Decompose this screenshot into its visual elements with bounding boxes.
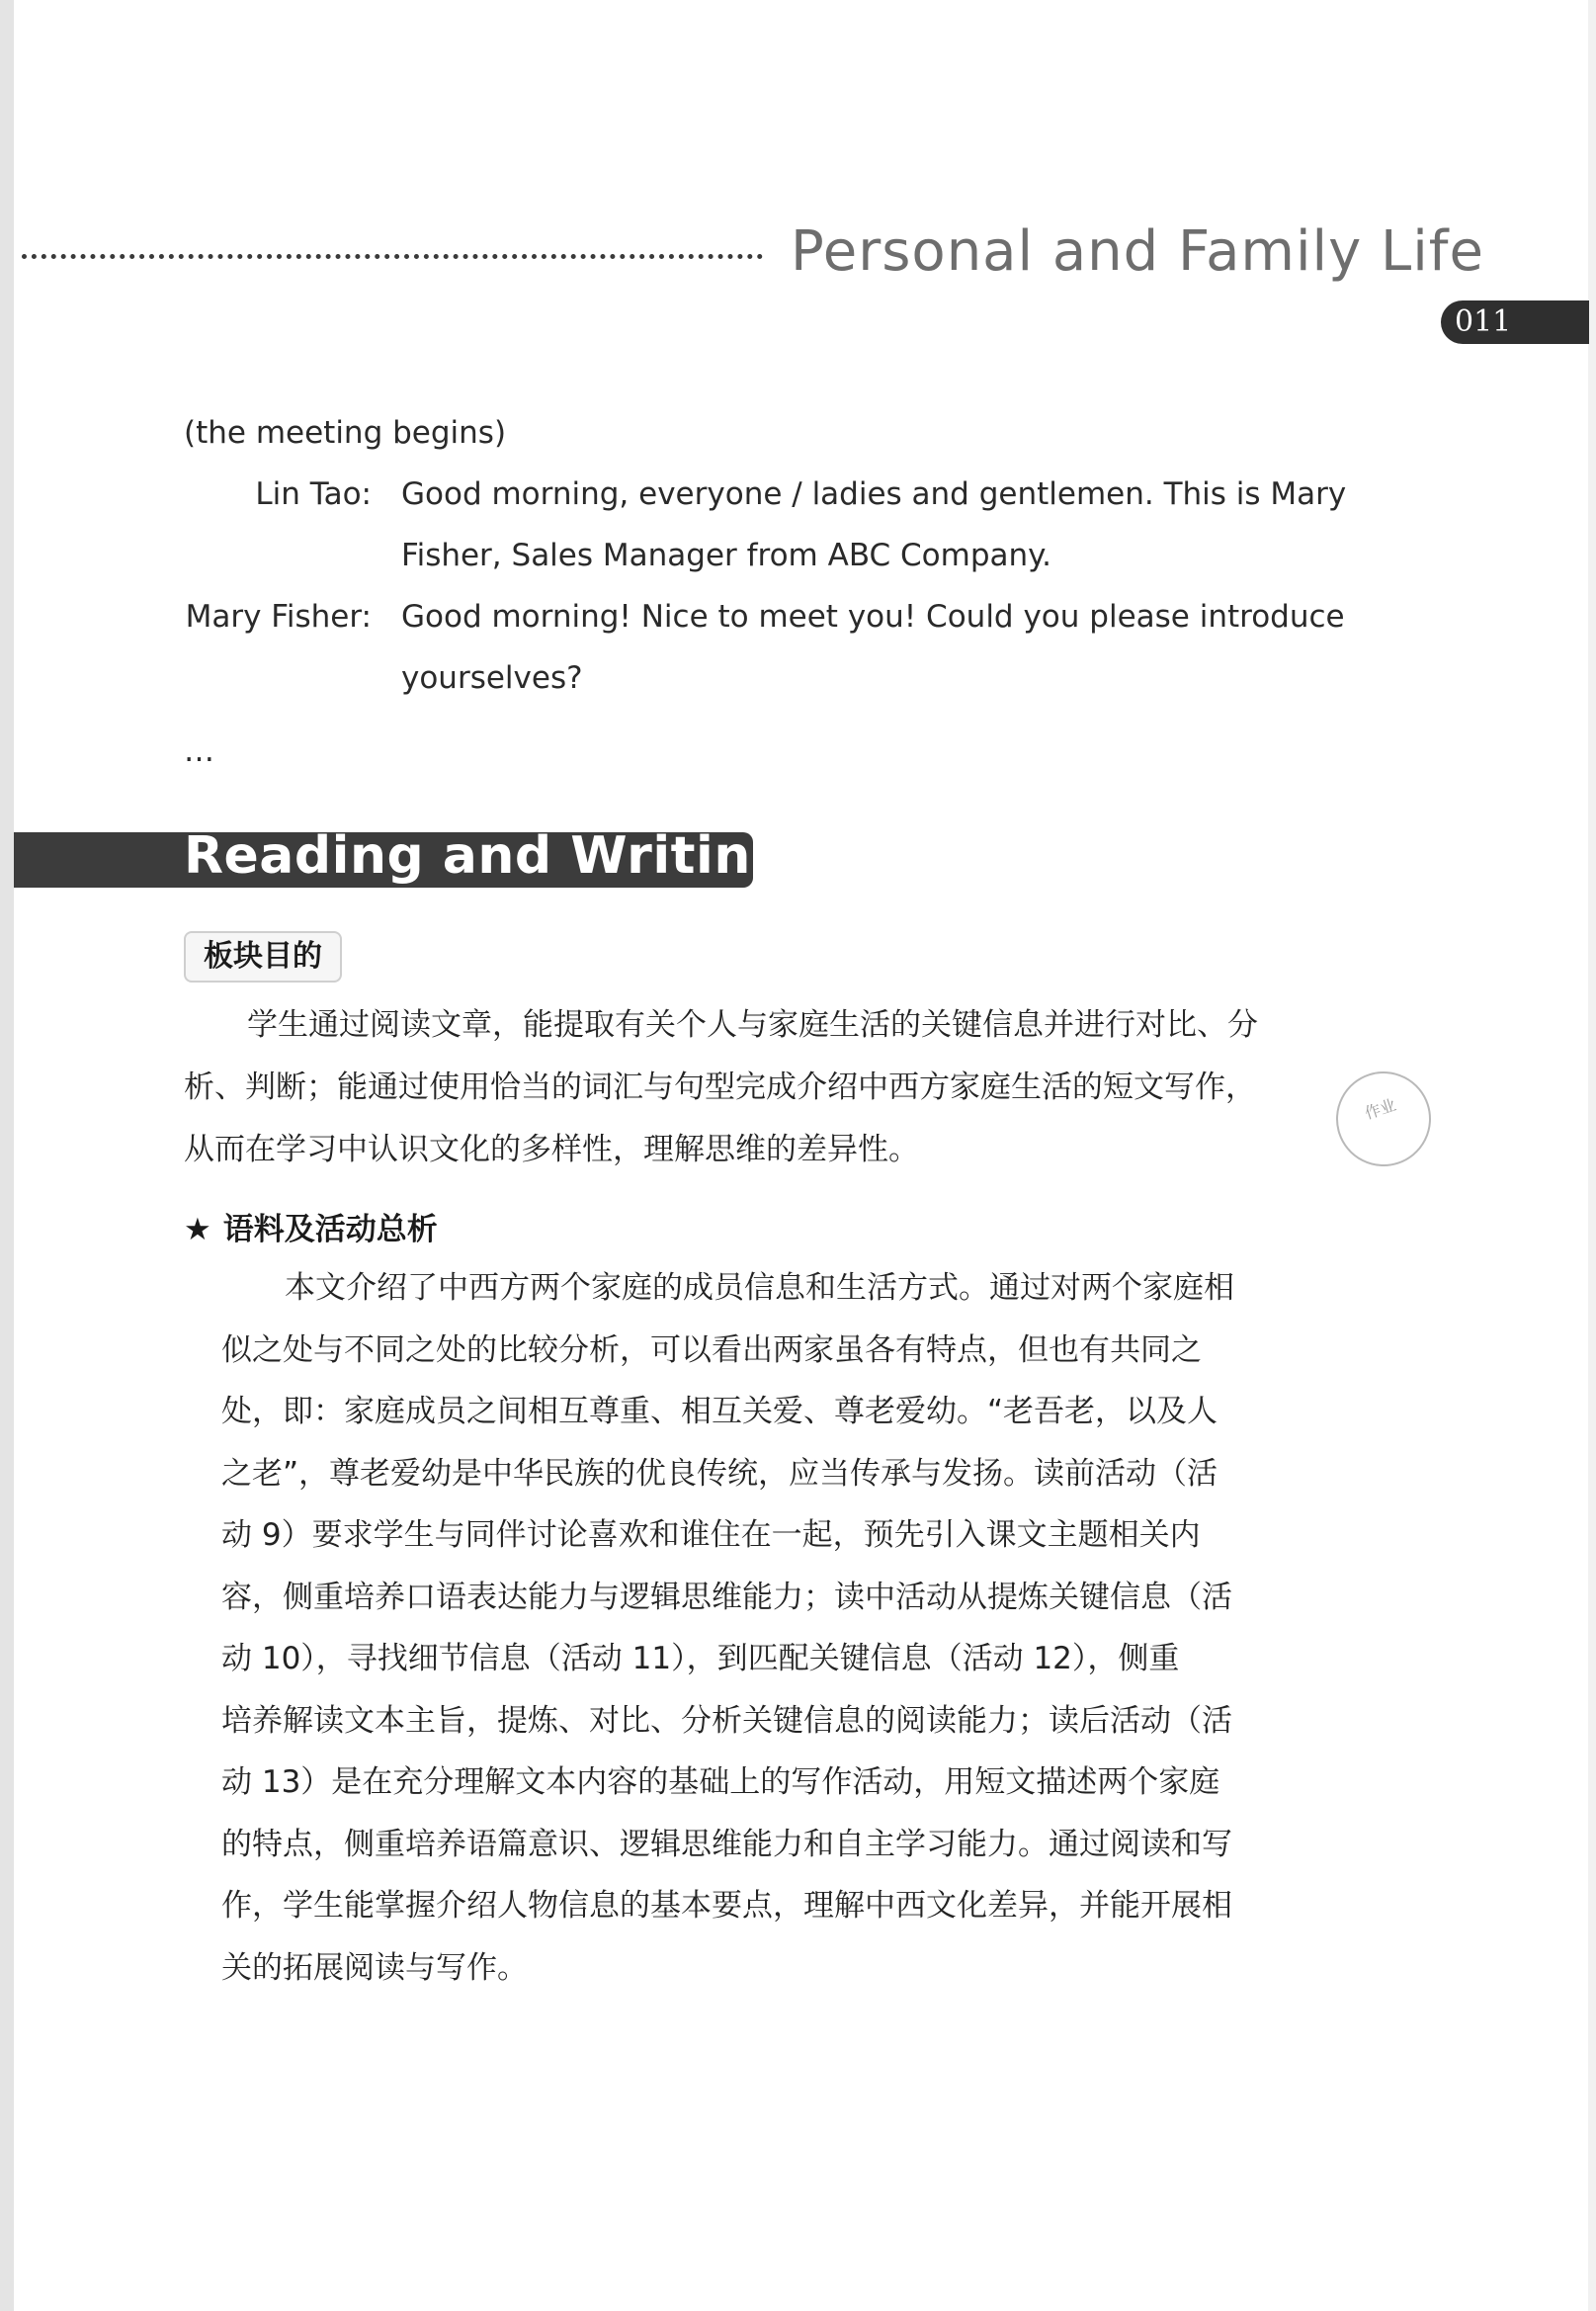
dialogue-line: Good morning, everyone / ladies and gentlemen. This is Mary: [401, 476, 1347, 512]
purpose-line: 从而在学习中认识文化的多样性，理解思维的差异性。: [184, 1132, 919, 1167]
analysis-line: 之老”，尊老爱幼是中华民族的优良传统，应当传承与发扬。读前活动（活: [221, 1455, 1218, 1492]
star-icon: ★: [184, 1212, 211, 1247]
section-title: Reading and Writing: [184, 826, 789, 886]
speaker-mary-fisher: Mary Fisher:: [185, 599, 372, 635]
analysis-line: 似之处与不同之处的比较分析，可以看出两家虽各有特点，但也有共同之: [221, 1331, 1202, 1368]
analysis-line: 动 9）要求学生与同伴讨论喜欢和谁住在一起，预先引入课文主题相关内: [221, 1517, 1201, 1553]
header-dotted-rule: [22, 254, 763, 259]
purpose-line: 学生通过阅读文章，能提取有关个人与家庭生活的关键信息并进行对比、分: [247, 1007, 1258, 1043]
analysis-line: 动 13）是在充分理解文本内容的基础上的写作活动，用短文描述两个家庭: [221, 1764, 1220, 1800]
analysis-heading-text: 语料及活动总析: [222, 1212, 438, 1247]
dialogue-line: Fisher, Sales Manager from ABC Company.: [401, 538, 1051, 573]
dialogue-line: Good morning! Nice to meet you! Could you please introduce: [401, 599, 1345, 635]
purpose-tag: 板块目的: [184, 931, 342, 983]
running-title: Personal and Family Life: [791, 219, 1484, 284]
stage-direction: (the meeting begins): [184, 415, 507, 451]
page-number-tab: 011: [1441, 300, 1589, 344]
scan-right-edge: [1588, 0, 1596, 2311]
stamp-text: 作业: [1362, 1095, 1398, 1123]
analysis-line: 作，学生能掌握介绍人物信息的基本要点，理解中西文化差异，并能开展相: [221, 1888, 1232, 1924]
purpose-line: 析、判断；能通过使用恰当的词汇与句型完成介绍中西方家庭生活的短文写作，: [184, 1070, 1256, 1105]
speaker-lin-tao: Lin Tao:: [255, 476, 372, 512]
analysis-line: 动 10），寻找细节信息（活动 11），到匹配关键信息（活动 12），侧重: [221, 1641, 1180, 1676]
purpose-paragraph: [184, 994, 1355, 1181]
analysis-line: 关的拓展阅读与写作。: [221, 1949, 528, 1986]
analysis-line: 的特点，侧重培养语篇意识、逻辑思维能力和自主学习能力。通过阅读和写: [221, 1826, 1232, 1862]
dialogue-ellipsis: …: [184, 733, 214, 769]
analysis-line: 本文介绍了中西方两个家庭的成员信息和生活方式。通过对两个家庭相: [285, 1270, 1234, 1306]
analysis-line: 处，即：家庭成员之间相互尊重、相互关爱、尊老爱幼。“老吾老，以及人: [221, 1394, 1218, 1429]
analysis-line: 培养解读文本主旨，提炼、对比、分析关键信息的阅读能力；读后活动（活: [221, 1702, 1232, 1739]
scan-left-edge: [0, 0, 14, 2311]
analysis-heading: [184, 1204, 438, 1248]
analysis-line: 容，侧重培养口语表达能力与逻辑思维能力；读中活动从提炼关键信息（活: [221, 1579, 1232, 1615]
analysis-paragraph: [221, 1257, 1316, 1999]
dialogue-line: yourselves?: [401, 660, 583, 696]
